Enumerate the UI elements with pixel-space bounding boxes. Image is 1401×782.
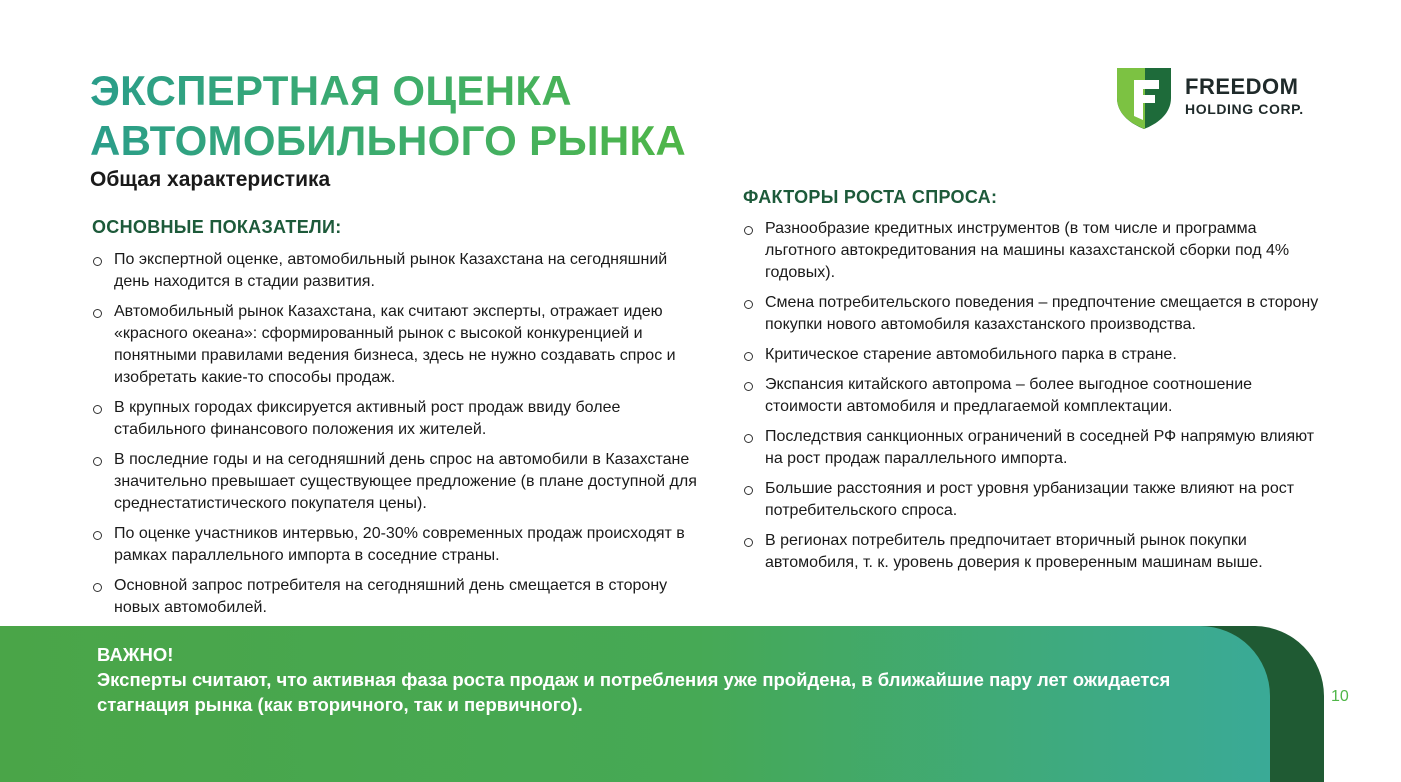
- bullet-circle-icon: [744, 300, 753, 309]
- bullet-circle-icon: [744, 486, 753, 495]
- list-item: [92, 397, 702, 441]
- list-item-text: Смена потребительского поведения – предпочтение смещается в сторону покупки нового автомобиля казахстанского производства.: [765, 294, 1319, 333]
- bullet-circle-icon: [744, 226, 753, 235]
- bullet-circle-icon: [93, 457, 102, 466]
- list-item: [743, 374, 1328, 418]
- list-item: [92, 249, 702, 293]
- logo-wordmark: [1185, 74, 1304, 118]
- list-item: [92, 301, 702, 389]
- bullet-circle-icon: [93, 257, 102, 266]
- demand-factors-list: [743, 218, 1328, 574]
- bullet-circle-icon: [93, 583, 102, 592]
- list-item: [92, 523, 702, 567]
- bullet-circle-icon: [93, 405, 102, 414]
- page-title: [90, 66, 686, 166]
- company-logo: [1117, 68, 1327, 132]
- list-item: [743, 478, 1328, 522]
- list-item-text: В регионах потребитель предпочитает вторичный рынок покупки автомобиля, т. к. уровень доверия к проверенным машинам выше.: [765, 532, 1263, 571]
- list-item-text: Большие расстояния и рост уровня урбанизации также влияют на рост потребительского спроса.: [765, 480, 1295, 519]
- list-item-text: Основной запрос потребителя на сегодняшний день смещается в сторону новых автомобилей.: [114, 577, 668, 616]
- banner-heading: ВАЖНО!: [97, 644, 174, 665]
- bullet-circle-icon: [744, 538, 753, 547]
- key-indicators-list: [92, 249, 702, 619]
- list-item: [743, 218, 1328, 284]
- list-item: [743, 530, 1328, 574]
- freedom-shield-logo-icon: [1117, 68, 1173, 130]
- page-number: 10: [1331, 688, 1349, 705]
- banner-text: [97, 642, 1237, 717]
- list-item-text: Автомобильный рынок Казахстана, как считают эксперты, отражает идею «красного океана»: сформированный рынок с высокой конкуренцией и понятными правилами ведения бизнеса, здесь не нужно создавать спрос и изобретать какие-то способы продаж.: [114, 303, 676, 386]
- list-item: [743, 344, 1328, 366]
- right-section-heading: ФАКТОРЫ РОСТА СПРОСА:: [743, 187, 998, 207]
- list-item-text: В крупных городах фиксируется активный рост продаж ввиду более стабильного финансового положения их жителей.: [114, 399, 621, 438]
- bullet-circle-icon: [93, 309, 102, 318]
- title-line-1: ЭКСПЕРТНАЯ ОЦЕНКА: [90, 67, 572, 114]
- list-item-text: Разнообразие кредитных инструментов (в том числе и программа льготного автокредитования на машины казахстанской сборки под 4% годовых).: [765, 220, 1290, 281]
- list-item-text: Экспансия китайского автопрома – более выгодное соотношение стоимости автомобиля и предлагаемой комплектации.: [765, 376, 1253, 415]
- logo-line-1: FREEDOM: [1185, 74, 1299, 99]
- left-column: [92, 249, 702, 627]
- bullet-circle-icon: [744, 434, 753, 443]
- bullet-circle-icon: [93, 531, 102, 540]
- list-item-text: По экспертной оценке, автомобильный рынок Казахстана на сегодняшний день находится в стадии развития.: [114, 251, 668, 290]
- list-item-text: По оценке участников интервью, 20-30% современных продаж происходят в рамках параллельного импорта в соседние страны.: [114, 525, 685, 564]
- logo-line-2: HOLDING CORP.: [1185, 101, 1304, 117]
- list-item-text: Критическое старение автомобильного парка в стране.: [765, 346, 1177, 363]
- right-column: [743, 218, 1328, 582]
- list-item: [92, 575, 702, 619]
- banner-message: Эксперты считают, что активная фаза роста продаж и потребления уже пройдена, в ближайшие пару лет ожидается стагнация рынка (как вторичного, так и первичного).: [97, 669, 1171, 715]
- list-item-text: В последние годы и на сегодняшний день спрос на автомобили в Казахстане значительно превышает существующее предложение (в плане доступной для среднестатистического покупателя цены).: [114, 451, 697, 512]
- left-section-heading: ОСНОВНЫЕ ПОКАЗАТЕЛИ:: [92, 217, 342, 237]
- list-item-text: Последствия санкционных ограничений в соседней РФ напрямую влияют на рост продаж параллельного импорта.: [765, 428, 1315, 467]
- bullet-circle-icon: [744, 382, 753, 391]
- page-subtitle: Общая характеристика: [90, 168, 331, 191]
- title-line-2: АВТОМОБИЛЬНОГО РЫНКА: [90, 117, 687, 164]
- bullet-circle-icon: [744, 352, 753, 361]
- list-item: [743, 426, 1328, 470]
- list-item: [743, 292, 1328, 336]
- important-banner: [0, 626, 1324, 782]
- list-item: [92, 449, 702, 515]
